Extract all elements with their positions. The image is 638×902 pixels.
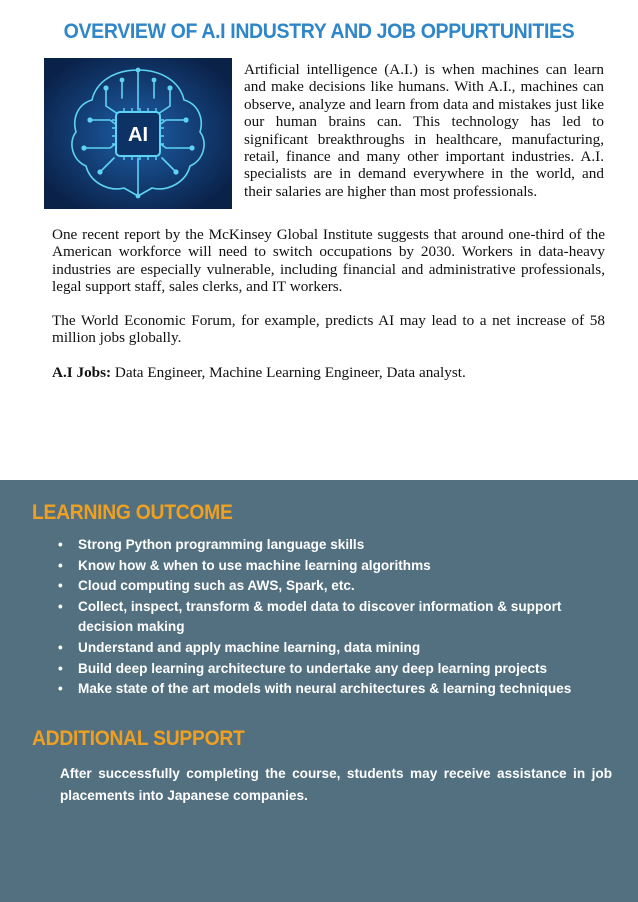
bullet-icon: • bbox=[58, 660, 63, 676]
ai-jobs-line bbox=[52, 364, 605, 382]
ai-jobs-list: Data Engineer, Machine Learning Engineer, Data analyst. bbox=[111, 364, 466, 381]
additional-support-heading: ADDITIONAL SUPPORT bbox=[32, 727, 245, 750]
bullet-icon: • bbox=[58, 578, 63, 594]
chip-label: AI bbox=[128, 124, 148, 146]
list-item: • Cloud computing such as AWS, Spark, etc. bbox=[56, 576, 636, 597]
page-title: OVERVIEW OF A.I INDUSTRY AND JOB OPPURTUNITIES bbox=[63, 20, 575, 43]
list-item: • Collect, inspect, transform & model data to discover information & support bbox=[56, 597, 636, 618]
mckinsey-paragraph: One recent report by the McKinsey Global Institute suggests that around one-third of the American workforce will need to switch occupations by 2030. Workers in data-heavy industries are especially vulnerable, including financial and administrative professionals, legal support staff, sales clerks, and IT workers. bbox=[52, 226, 605, 296]
ai-brain-circuit-image bbox=[44, 58, 232, 209]
list-item: • Make state of the art models with neural architectures & learning techniques bbox=[56, 679, 636, 700]
intro-paragraph: Artificial intelligence (A.I.) is when machines can learn and make decisions like humans. With A.I., machines can observe, analyze and learn from data and mistakes just like our human brains can. This technology has led to significant breakthroughs in healthcare, manufacturing, retail, finance and many other important industries. A.I. specialists are in demand everywhere in the world, and their salaries are higher than most professionals. bbox=[244, 61, 604, 200]
learning-outcome-heading: LEARNING OUTCOME bbox=[32, 501, 233, 524]
list-item-continuation: decision making bbox=[78, 619, 185, 635]
ai-jobs-label: A.I Jobs: bbox=[52, 364, 112, 381]
list-item: • Strong Python programming language skills bbox=[56, 535, 636, 556]
bullet-icon: • bbox=[58, 537, 63, 552]
bullet-icon: • bbox=[58, 639, 63, 655]
list-item: • Build deep learning architecture to undertake any deep learning projects bbox=[56, 659, 636, 680]
list-item: • Understand and apply machine learning, data mining bbox=[56, 638, 636, 659]
learning-outcome-list bbox=[56, 535, 636, 700]
outcomes-panel bbox=[0, 480, 638, 902]
bullet-icon: • bbox=[58, 557, 63, 573]
support-paragraph: After successfully completing the course, students may receive assistance in job placements into Japanese companies. bbox=[60, 766, 612, 803]
bullet-icon: • bbox=[58, 598, 63, 614]
list-item: • Know how & when to use machine learning algorithms bbox=[56, 556, 636, 577]
bullet-icon: • bbox=[58, 681, 63, 697]
wef-paragraph: The World Economic Forum, for example, predicts AI may lead to a net increase of 58 million jobs globally. bbox=[52, 312, 605, 347]
brain-circuit-icon bbox=[44, 58, 232, 209]
